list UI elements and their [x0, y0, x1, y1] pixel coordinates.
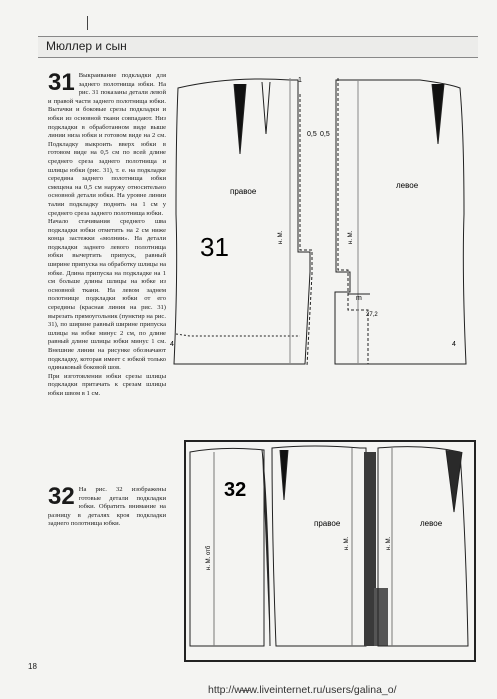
figure-31-grain-right: н. М.	[348, 230, 354, 244]
figure-31-dim-m: m	[356, 295, 362, 302]
figure-31-dim-05-left: 0,5	[307, 131, 317, 138]
figure-32-grain-2: н. М.	[344, 536, 350, 550]
running-header	[38, 36, 478, 58]
figure-31-pattern	[170, 74, 470, 374]
section-31-number: 31	[48, 69, 75, 96]
figure-32-left-label: левое	[420, 519, 443, 528]
header-title: Мюллер и сын	[46, 39, 127, 53]
figure-31-label: 31	[200, 232, 229, 262]
figure-31-dim-4-right: 4	[452, 341, 456, 348]
section-32-paragraph-1: На рис. 32 изображены готовые детали подкладки юбки. Обратить внимание на разницу в деталях кроя подкладки заднего полотнища юбки.	[48, 486, 166, 528]
figure-31-dim-27-2: 27,2	[366, 312, 378, 318]
figure-31-right-label: правое	[230, 187, 257, 196]
page-number: 18	[28, 662, 37, 671]
section-31-paragraph-2: Начало стачивания среднего шва подкладки юбки отметить на 2 см ниже конца застежки «молнии». На детали подкладки заднего левого полотнища юбки вычертить припуск, равный ширине припуска на обработку шлицы на юбке. Длина припуска на подкладке на 1 см больше длины шлицы на юбке из основной ткани. На левом заднем полотнище подкладки юбки от его середины (красная линия на рис. 31) вырезать прямоугольник (пунктир на рис. 31), по ширине равный ширине припуска шлицы на юбке минус 2 см, по длине равный длине шлицы юбки минус 1 см. Внешние линии на рисунке обозначают подкладку, которая имеет с юбкой только одинаковый боковой шов.	[48, 218, 166, 372]
figure-32-grain-3: н. М.	[386, 536, 392, 550]
figure-32-pattern	[184, 440, 476, 662]
section-31-paragraph-3: При изготовлении юбки срезы шлицы подкладки притачать к срезам шлицы юбки швом в 1 см.	[48, 372, 166, 397]
figure-31-dim-4-left: 4	[170, 341, 174, 348]
figure-31-left-piece	[335, 78, 466, 364]
section-31-paragraph-1: Выкраивание подкладки для заднего полотнища юбки. На рис. 31 показаны детали левой и правой части заднего полотнища юбки. Вытачки и боковые срезы подкладки и юбки из основной ткани совпадают. Низ подкладки в обработанном виде выше линии низа юбки и готовом виде на 2 см. Подкладку выкроить вверх юбки в готовом виде на 0,5 см по всей длине среднего среза заднего полотнища и шлицы юбки (рис. 31), т. е. на подкладке середина заднего полотнища юбки смещена на 0,5 см наружу относительно основной детали юбки. На уровне линии талии подкладку поднять на 1 см у среднего среза заднего полотнища юбки.	[48, 72, 166, 217]
source-url: http://www.liveinternet.ru/users/galina_o/	[208, 684, 397, 696]
section-32-text	[48, 483, 166, 529]
figure-32-right-label: правое	[314, 519, 341, 528]
section-32-number: 32	[48, 483, 75, 510]
figure-32-grain-1: н. М. отб	[206, 545, 212, 570]
figure-32-slit-insert	[374, 588, 388, 646]
figure-32-label: 32	[224, 479, 247, 501]
figure-31-dim-05-right: 0,5	[320, 131, 330, 138]
figure-32-right-piece	[272, 446, 366, 646]
figure-31-left-label: левое	[396, 181, 419, 190]
figure-31-grain-left: н. М.	[278, 230, 284, 244]
figure-31-right-piece	[174, 78, 312, 366]
crop-mark	[87, 16, 88, 30]
figure-31-dim-1: 1	[298, 77, 302, 84]
section-31-text	[48, 69, 166, 399]
